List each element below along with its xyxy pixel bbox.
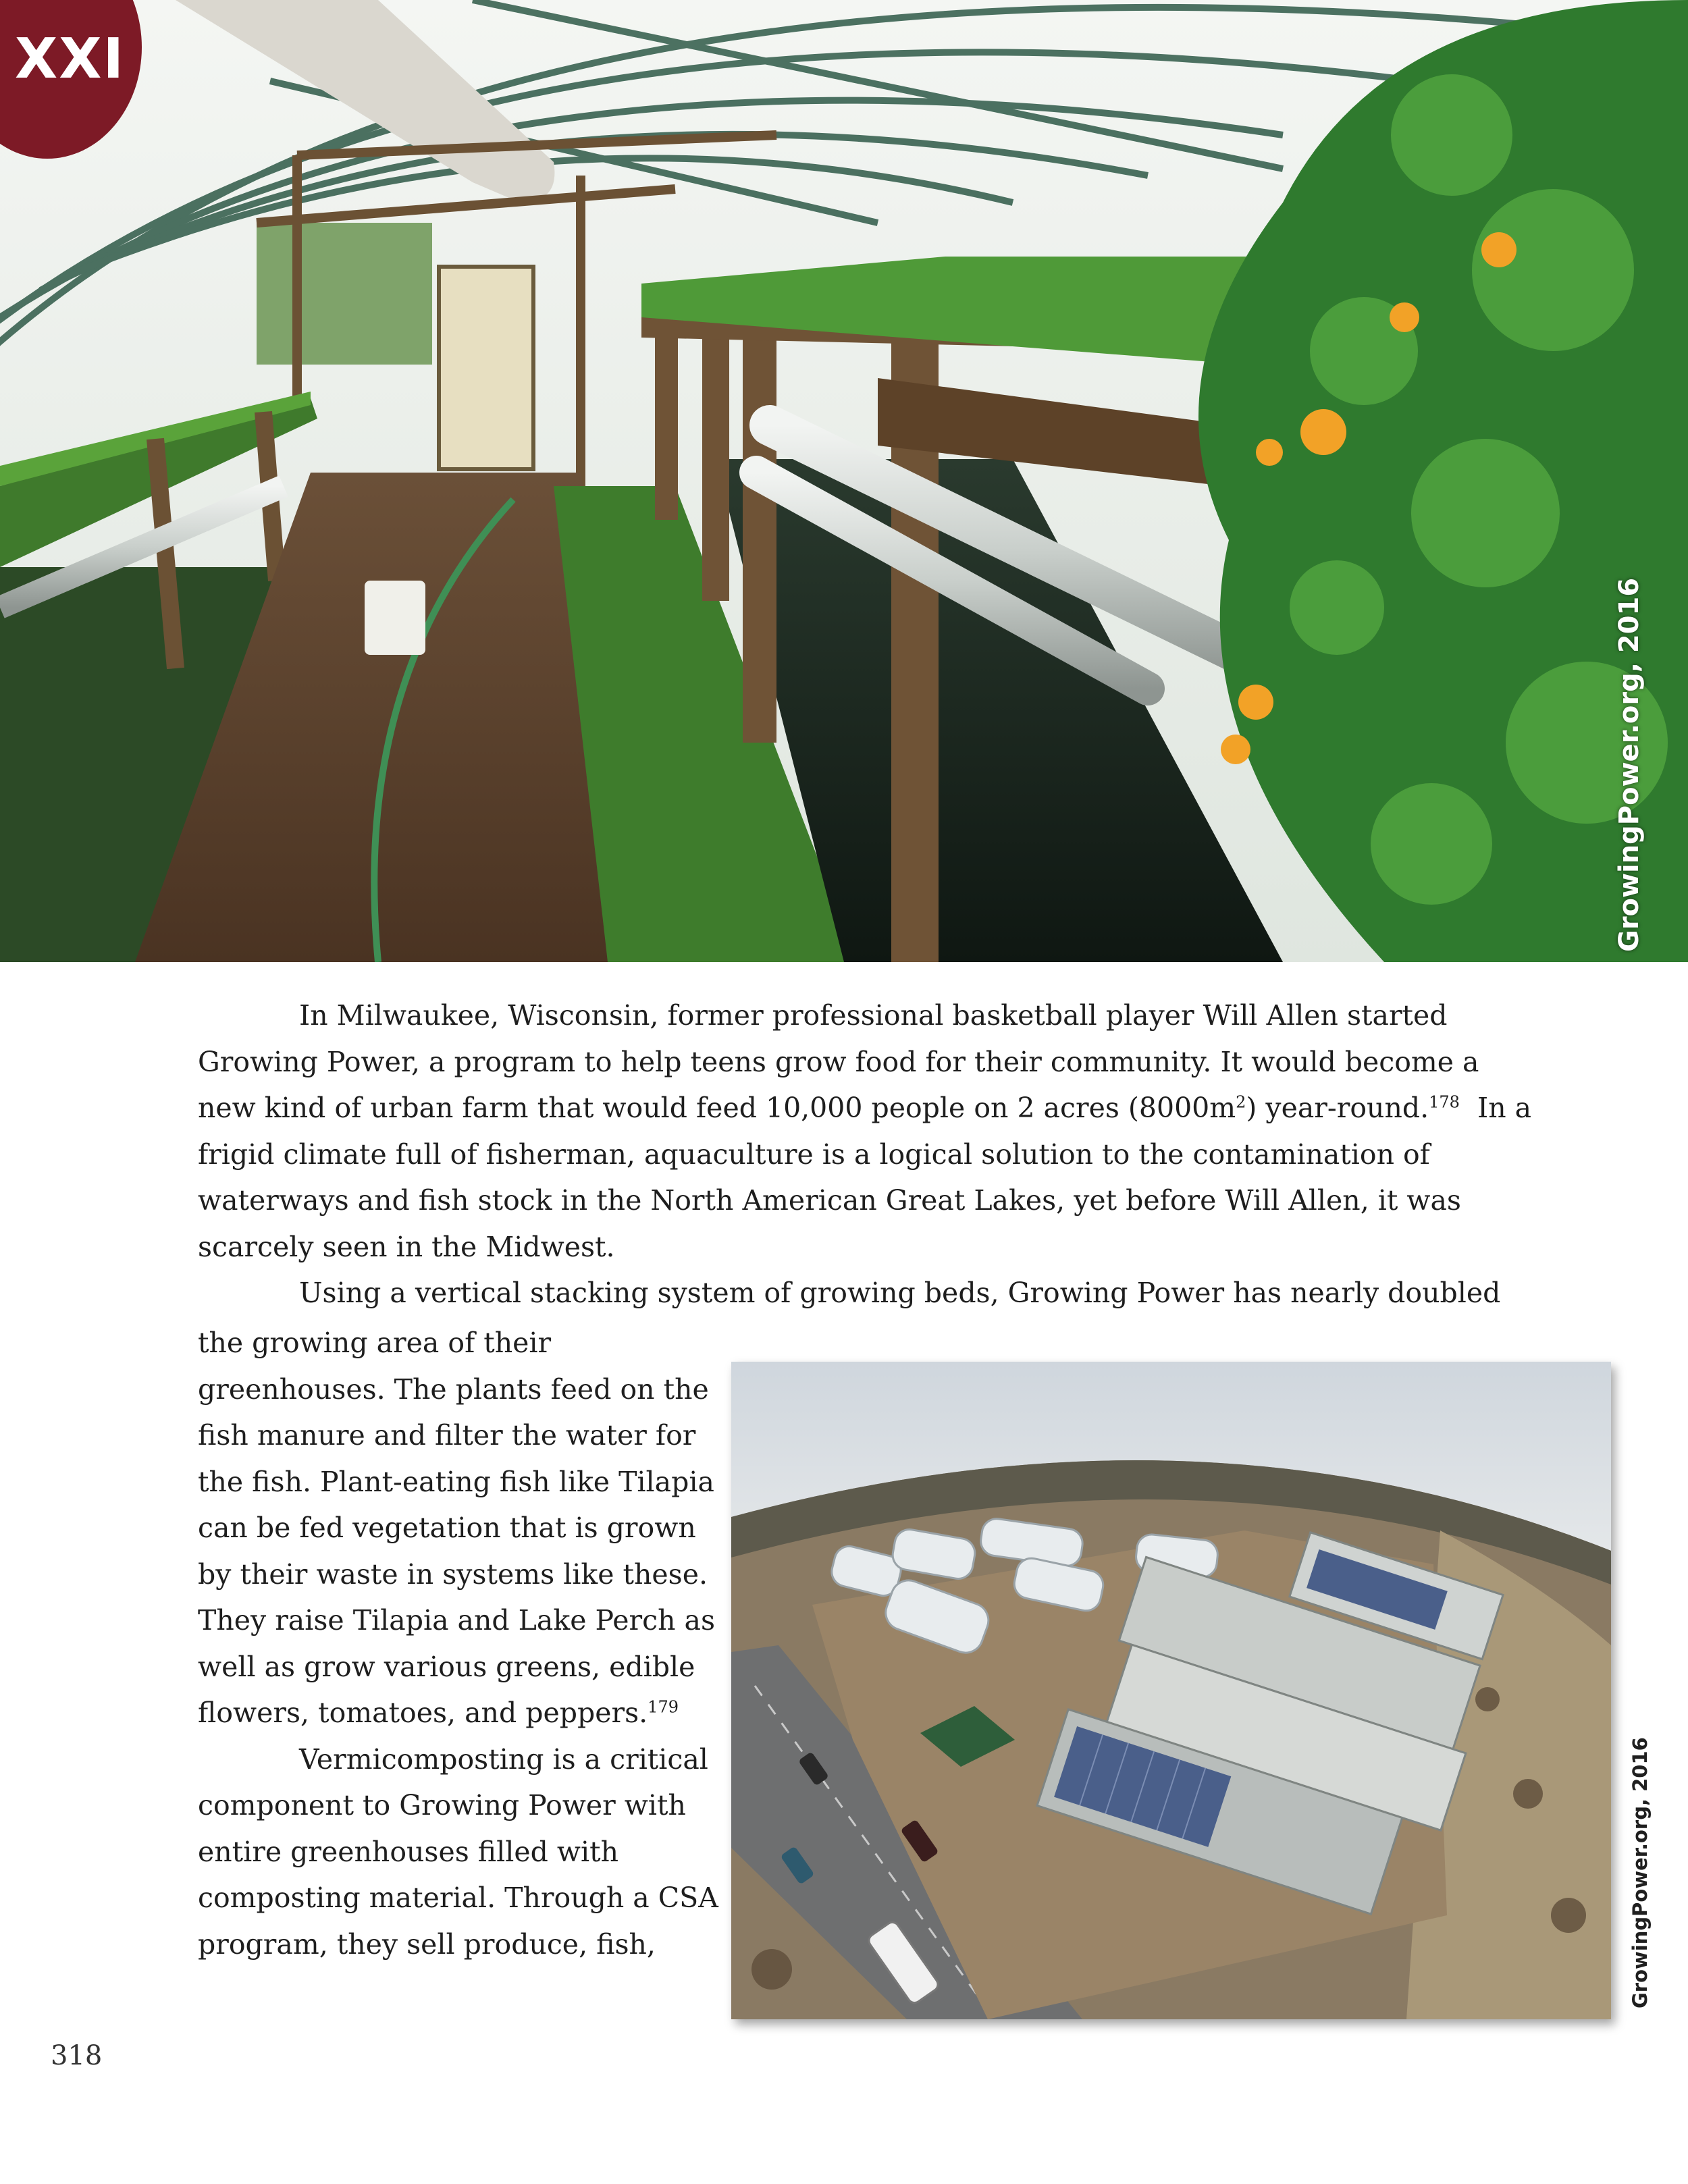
text-line: Growing Power, a program to help teens grow food for their community. It would become a <box>198 1045 1479 1078</box>
text-line: Using a vertical stacking system of growing beds, Growing Power has nearly doubled <box>299 1277 1501 1309</box>
text-line: waterways and fish stock in the North American Great Lakes, yet before Will Allen, it was <box>198 1184 1461 1217</box>
text-line: component to Growing Power with <box>198 1789 686 1821</box>
text-line: program, they sell produce, fish, <box>198 1927 656 1961</box>
paragraph-1 <box>198 992 1532 1270</box>
greenhouse-illustration <box>0 0 1688 962</box>
chapter-label: XXI <box>15 27 125 91</box>
top-photo-credit: GrowingPower.org, 2016 <box>1614 577 1645 952</box>
superscript-unit: 2 <box>1236 1092 1246 1112</box>
text-line: the growing area of their <box>198 1327 552 1359</box>
text-line-segment: ) year-round. <box>1246 1092 1429 1124</box>
text-line: Vermicomposting is a critical <box>299 1742 708 1776</box>
text-line: the fish. Plant-eating fish like Tilapia <box>198 1465 714 1498</box>
text-line <box>198 1690 711 1736</box>
text-line-segment: In a <box>1459 1092 1532 1124</box>
text-line: They raise Tilapia and Lake Perch as <box>198 1604 715 1636</box>
footnote-ref: 178 <box>1429 1092 1460 1112</box>
aerial-photo <box>731 1362 1611 2019</box>
text-line-segment: new kind of urban farm that would feed 10,000 people on 2 acres (8000m <box>198 1092 1236 1124</box>
text-line: In Milwaukee, Wisconsin, former professional basketball player Will Allen started <box>299 999 1448 1032</box>
text-line: well as grow various greens, edible <box>198 1650 695 1683</box>
text-line <box>198 1085 1532 1131</box>
paragraph-2-first-line <box>198 1270 1501 1316</box>
text-line: scarcely seen in the Midwest. <box>198 1230 615 1263</box>
aerial-illustration <box>731 1362 1611 2019</box>
text-line: entire greenhouses filled with <box>198 1835 619 1868</box>
text-line: by their waste in systems like these. <box>198 1557 708 1591</box>
text-line: frigid climate full of fisherman, aquaculture is a logical solution to the contamination of <box>198 1138 1430 1171</box>
text-line-segment: flowers, tomatoes, and peppers. <box>198 1697 648 1729</box>
text-line: greenhouses. The plants feed on the <box>198 1373 709 1406</box>
text-line: composting material. Through a CSA <box>198 1882 718 1914</box>
page-number: 318 <box>51 2040 103 2071</box>
text-line: fish manure and filter the water for <box>198 1419 696 1451</box>
greenhouse-photo <box>0 0 1688 962</box>
paragraph-2-column <box>198 1320 718 1967</box>
text-line: can be fed vegetation that is grown <box>198 1512 696 1544</box>
footnote-ref: 179 <box>648 1697 679 1717</box>
bottom-photo-credit: GrowingPower.org, 2016 <box>1629 1737 1652 2008</box>
